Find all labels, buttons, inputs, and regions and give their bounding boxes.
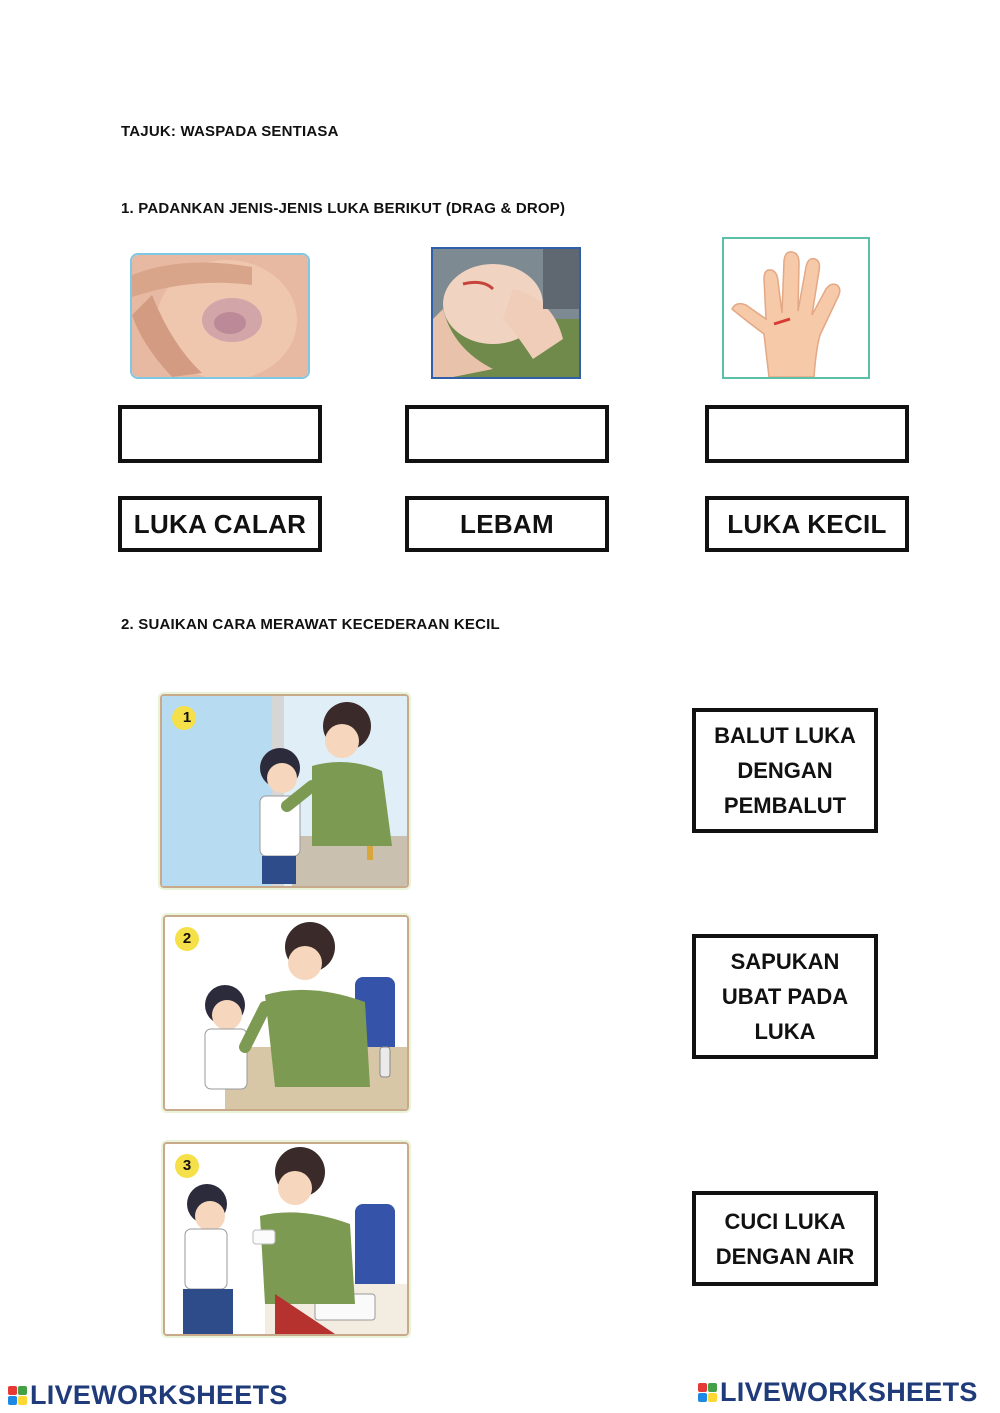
section2-heading: 2. SUAIKAN CARA MERAWAT KECEDERAAN KECIL [121,616,500,633]
step-balut-luka[interactable]: BALUT LUKA DENGAN PEMBALUT [692,708,878,833]
page-title: TAJUK: WASPADA SENTIASA [121,123,339,140]
knee-scrape-photo [431,247,581,379]
drop-box-1[interactable] [118,405,322,463]
word-luka-calar[interactable]: LUKA CALAR [118,496,322,552]
step-sapukan-ubat[interactable]: SAPUKAN UBAT PADA LUKA [692,934,878,1059]
hand-cut-photo [722,237,870,379]
footer-brand-left: LIVEWORKSHEETS [30,1380,288,1410]
logo-mark-icon [698,1383,717,1402]
bruise-photo [130,253,310,379]
word-lebam[interactable]: LEBAM [405,496,609,552]
scene-number-2: 2 [182,930,192,947]
scene-3-bandage-wound [163,1142,409,1336]
scene-1-wash-wound [160,694,409,888]
footer-brand-right: LIVEWORKSHEETS [720,1377,978,1407]
footer-logo-left [8,1380,288,1411]
drop-box-3[interactable] [705,405,909,463]
word-luka-kecil[interactable]: LUKA KECIL [705,496,909,552]
step-cuci-luka[interactable]: CUCI LUKA DENGAN AIR [692,1191,878,1286]
scene-number-1: 1 [182,709,192,726]
drop-box-2[interactable] [405,405,609,463]
scene-2-apply-medicine [163,915,409,1111]
section1-heading: 1. PADANKAN JENIS-JENIS LUKA BERIKUT (DRAG & DROP) [121,200,566,217]
logo-mark-icon [8,1386,27,1405]
scene-number-3: 3 [182,1157,192,1174]
footer-logo-right [698,1377,978,1408]
